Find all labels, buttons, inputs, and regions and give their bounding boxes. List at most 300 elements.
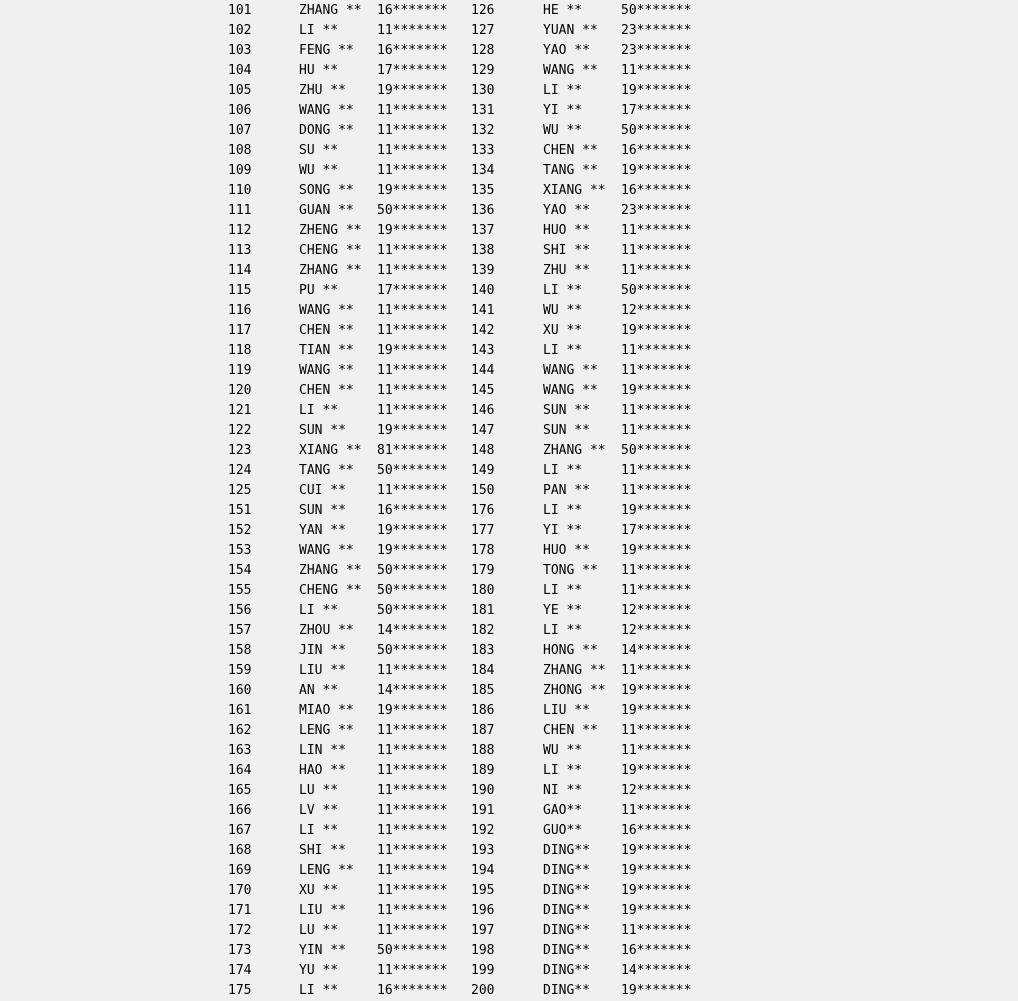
entry-id: 11******* bbox=[377, 863, 448, 878]
entry-id: 19******* bbox=[377, 343, 448, 358]
entry-id: 11******* bbox=[621, 743, 692, 758]
entry-number: 186 bbox=[471, 703, 495, 718]
entry-id: 11******* bbox=[621, 923, 692, 938]
list-row bbox=[0, 961, 1018, 981]
entry-name: SONG ** bbox=[299, 183, 354, 198]
list-row bbox=[0, 161, 1018, 181]
entry-number: 161 bbox=[228, 703, 252, 718]
entry-number: 187 bbox=[471, 723, 495, 738]
entry-id: 19******* bbox=[621, 683, 692, 698]
entry-number: 109 bbox=[228, 163, 252, 178]
entry-name: LI ** bbox=[299, 603, 339, 618]
entry-id: 16******* bbox=[377, 983, 448, 998]
entry-id: 11******* bbox=[377, 783, 448, 798]
entry-id: 11******* bbox=[621, 583, 692, 598]
list-row bbox=[0, 301, 1018, 321]
entry-number: 157 bbox=[228, 623, 252, 638]
entry-name: YAN ** bbox=[299, 523, 346, 538]
list-row bbox=[0, 481, 1018, 501]
entry-number: 117 bbox=[228, 323, 252, 338]
entry-id: 11******* bbox=[621, 343, 692, 358]
entry-number: 101 bbox=[228, 3, 252, 18]
entry-number: 146 bbox=[471, 403, 495, 418]
entry-name: LV ** bbox=[299, 803, 339, 818]
entry-id: 50******* bbox=[621, 123, 692, 138]
entry-number: 118 bbox=[228, 343, 252, 358]
entry-number: 160 bbox=[228, 683, 252, 698]
list-row bbox=[0, 661, 1018, 681]
entry-name: CHEN ** bbox=[299, 383, 354, 398]
entry-name: CUI ** bbox=[299, 483, 346, 498]
entry-name: DING** bbox=[543, 843, 590, 858]
entry-name: ZHOU ** bbox=[299, 623, 354, 638]
entry-number: 132 bbox=[471, 123, 495, 138]
entry-number: 178 bbox=[471, 543, 495, 558]
entry-id: 19******* bbox=[621, 703, 692, 718]
entry-name: ZHANG ** bbox=[299, 3, 362, 18]
entry-name: SUN ** bbox=[299, 503, 346, 518]
entry-id: 50******* bbox=[377, 563, 448, 578]
entry-number: 199 bbox=[471, 963, 495, 978]
list-row bbox=[0, 101, 1018, 121]
entry-id: 11******* bbox=[377, 123, 448, 138]
entry-id: 19******* bbox=[377, 703, 448, 718]
list-row bbox=[0, 841, 1018, 861]
list-row bbox=[0, 241, 1018, 261]
entry-name: YAO ** bbox=[543, 43, 590, 58]
entry-number: 173 bbox=[228, 943, 252, 958]
entry-name: ZHENG ** bbox=[299, 223, 362, 238]
entry-number: 150 bbox=[471, 483, 495, 498]
entry-number: 182 bbox=[471, 623, 495, 638]
list-row bbox=[0, 381, 1018, 401]
entry-name: WANG ** bbox=[543, 63, 598, 78]
entry-name: DING** bbox=[543, 883, 590, 898]
list-row bbox=[0, 621, 1018, 641]
entry-number: 149 bbox=[471, 463, 495, 478]
entry-name: XU ** bbox=[543, 323, 583, 338]
entry-number: 135 bbox=[471, 183, 495, 198]
entry-number: 200 bbox=[471, 983, 495, 998]
entry-number: 138 bbox=[471, 243, 495, 258]
list-row bbox=[0, 901, 1018, 921]
entry-name: WANG ** bbox=[299, 543, 354, 558]
list-row bbox=[0, 121, 1018, 141]
entry-number: 198 bbox=[471, 943, 495, 958]
entry-name: CHEN ** bbox=[543, 143, 598, 158]
entry-name: LU ** bbox=[299, 923, 339, 938]
list-row bbox=[0, 701, 1018, 721]
entry-id: 50******* bbox=[377, 643, 448, 658]
entry-id: 19******* bbox=[621, 903, 692, 918]
entry-id: 11******* bbox=[621, 483, 692, 498]
entry-number: 155 bbox=[228, 583, 252, 598]
entry-id: 12******* bbox=[621, 783, 692, 798]
entry-number: 190 bbox=[471, 783, 495, 798]
list-row bbox=[0, 421, 1018, 441]
list-row bbox=[0, 721, 1018, 741]
entry-id: 17******* bbox=[621, 523, 692, 538]
entry-name: SUN ** bbox=[543, 403, 590, 418]
list-row bbox=[0, 781, 1018, 801]
entry-id: 50******* bbox=[621, 283, 692, 298]
entry-id: 17******* bbox=[621, 103, 692, 118]
entry-number: 154 bbox=[228, 563, 252, 578]
entry-id: 11******* bbox=[377, 483, 448, 498]
entry-name: PAN ** bbox=[543, 483, 590, 498]
entry-name: HAO ** bbox=[299, 763, 346, 778]
entry-name: LIN ** bbox=[299, 743, 346, 758]
list-row bbox=[0, 521, 1018, 541]
entry-number: 151 bbox=[228, 503, 252, 518]
list-row bbox=[0, 61, 1018, 81]
entry-name: ZHANG ** bbox=[299, 263, 362, 278]
entry-name: TIAN ** bbox=[299, 343, 354, 358]
entry-id: 11******* bbox=[377, 243, 448, 258]
entry-name: LI ** bbox=[543, 83, 583, 98]
list-row bbox=[0, 581, 1018, 601]
entry-name: LI ** bbox=[543, 283, 583, 298]
entry-name: HE ** bbox=[543, 3, 583, 18]
entry-number: 167 bbox=[228, 823, 252, 838]
entry-name: YI ** bbox=[543, 523, 583, 538]
entry-number: 163 bbox=[228, 743, 252, 758]
entry-name: LI ** bbox=[543, 343, 583, 358]
entry-number: 111 bbox=[228, 203, 252, 218]
entry-name: SU ** bbox=[299, 143, 339, 158]
entry-number: 121 bbox=[228, 403, 252, 418]
entry-name: SUN ** bbox=[543, 423, 590, 438]
entry-name: ZHU ** bbox=[299, 83, 346, 98]
entry-number: 175 bbox=[228, 983, 252, 998]
entry-id: 19******* bbox=[621, 83, 692, 98]
entry-name: WANG ** bbox=[299, 103, 354, 118]
entry-number: 184 bbox=[471, 663, 495, 678]
entry-id: 19******* bbox=[377, 423, 448, 438]
entry-name: LI ** bbox=[299, 823, 339, 838]
entry-number: 145 bbox=[471, 383, 495, 398]
entry-number: 140 bbox=[471, 283, 495, 298]
entry-number: 142 bbox=[471, 323, 495, 338]
entry-name: XIANG ** bbox=[543, 183, 606, 198]
entry-number: 195 bbox=[471, 883, 495, 898]
entry-number: 104 bbox=[228, 63, 252, 78]
entry-name: WANG ** bbox=[543, 363, 598, 378]
entry-name: LI ** bbox=[543, 463, 583, 478]
entry-id: 11******* bbox=[377, 163, 448, 178]
entry-name: SHI ** bbox=[299, 843, 346, 858]
entry-name: TANG ** bbox=[299, 463, 354, 478]
entry-id: 19******* bbox=[621, 763, 692, 778]
list-row bbox=[0, 361, 1018, 381]
entry-name: YIN ** bbox=[299, 943, 346, 958]
entry-id: 19******* bbox=[621, 323, 692, 338]
entry-name: DING** bbox=[543, 963, 590, 978]
list-row bbox=[0, 641, 1018, 661]
entry-name: CHEN ** bbox=[543, 723, 598, 738]
entry-id: 50******* bbox=[621, 443, 692, 458]
entry-number: 133 bbox=[471, 143, 495, 158]
entry-id: 11******* bbox=[377, 403, 448, 418]
list-row bbox=[0, 141, 1018, 161]
entry-name: ZHU ** bbox=[543, 263, 590, 278]
entry-name: YE ** bbox=[543, 603, 583, 618]
entry-number: 179 bbox=[471, 563, 495, 578]
entry-id: 11******* bbox=[377, 823, 448, 838]
entry-id: 19******* bbox=[621, 843, 692, 858]
entry-id: 11******* bbox=[621, 363, 692, 378]
entry-id: 16******* bbox=[621, 823, 692, 838]
entry-name: LIU ** bbox=[543, 703, 590, 718]
entry-id: 11******* bbox=[621, 243, 692, 258]
entry-name: DING** bbox=[543, 863, 590, 878]
entry-number: 116 bbox=[228, 303, 252, 318]
entry-number: 183 bbox=[471, 643, 495, 658]
entry-name: GAO** bbox=[543, 803, 583, 818]
list-row bbox=[0, 321, 1018, 341]
list-row bbox=[0, 181, 1018, 201]
entry-name: HU ** bbox=[299, 63, 339, 78]
entry-name: WU ** bbox=[543, 743, 583, 758]
entry-number: 174 bbox=[228, 963, 252, 978]
entry-id: 11******* bbox=[621, 63, 692, 78]
entry-name: YUAN ** bbox=[543, 23, 598, 38]
entry-name: ZHANG ** bbox=[543, 663, 606, 678]
entry-number: 172 bbox=[228, 923, 252, 938]
entry-name: TANG ** bbox=[543, 163, 598, 178]
list-row bbox=[0, 921, 1018, 941]
entry-number: 102 bbox=[228, 23, 252, 38]
entry-id: 11******* bbox=[377, 383, 448, 398]
entry-id: 16******* bbox=[377, 43, 448, 58]
entry-id: 11******* bbox=[377, 103, 448, 118]
entry-number: 144 bbox=[471, 363, 495, 378]
list-row bbox=[0, 461, 1018, 481]
entry-name: DONG ** bbox=[299, 123, 354, 138]
entry-number: 143 bbox=[471, 343, 495, 358]
entry-name: GUAN ** bbox=[299, 203, 354, 218]
entry-id: 11******* bbox=[377, 763, 448, 778]
entry-number: 114 bbox=[228, 263, 252, 278]
entry-number: 181 bbox=[471, 603, 495, 618]
entry-id: 11******* bbox=[377, 303, 448, 318]
entry-name: HONG ** bbox=[543, 643, 598, 658]
entry-number: 188 bbox=[471, 743, 495, 758]
list-row bbox=[0, 861, 1018, 881]
entry-number: 103 bbox=[228, 43, 252, 58]
entry-number: 153 bbox=[228, 543, 252, 558]
list-row bbox=[0, 801, 1018, 821]
entry-id: 16******* bbox=[377, 503, 448, 518]
entry-id: 14******* bbox=[377, 623, 448, 638]
entry-name: PU ** bbox=[299, 283, 339, 298]
entry-name: NI ** bbox=[543, 783, 583, 798]
entry-name: LIU ** bbox=[299, 903, 346, 918]
entry-name: YAO ** bbox=[543, 203, 590, 218]
entry-number: 162 bbox=[228, 723, 252, 738]
entry-number: 110 bbox=[228, 183, 252, 198]
entry-name: LI ** bbox=[299, 983, 339, 998]
list-row bbox=[0, 821, 1018, 841]
entry-number: 166 bbox=[228, 803, 252, 818]
entry-id: 11******* bbox=[377, 723, 448, 738]
entry-number: 194 bbox=[471, 863, 495, 878]
entry-id: 11******* bbox=[377, 903, 448, 918]
entry-id: 14******* bbox=[621, 963, 692, 978]
entry-name: SHI ** bbox=[543, 243, 590, 258]
entry-number: 134 bbox=[471, 163, 495, 178]
entry-id: 14******* bbox=[377, 683, 448, 698]
entry-number: 113 bbox=[228, 243, 252, 258]
entry-id: 16******* bbox=[621, 143, 692, 158]
entry-id: 19******* bbox=[377, 183, 448, 198]
entry-name: LENG ** bbox=[299, 863, 354, 878]
list-row bbox=[0, 441, 1018, 461]
entry-number: 108 bbox=[228, 143, 252, 158]
entry-name: YI ** bbox=[543, 103, 583, 118]
entry-number: 189 bbox=[471, 763, 495, 778]
entry-name: LI ** bbox=[299, 23, 339, 38]
entry-id: 11******* bbox=[377, 363, 448, 378]
entry-id: 19******* bbox=[621, 163, 692, 178]
entry-name: WANG ** bbox=[299, 303, 354, 318]
entry-id: 19******* bbox=[621, 863, 692, 878]
entry-name: WU ** bbox=[543, 303, 583, 318]
entry-id: 11******* bbox=[621, 803, 692, 818]
entry-id: 50******* bbox=[377, 203, 448, 218]
entry-id: 11******* bbox=[621, 663, 692, 678]
entry-name: CHEN ** bbox=[299, 323, 354, 338]
entry-number: 128 bbox=[471, 43, 495, 58]
entry-name: TONG ** bbox=[543, 563, 598, 578]
list-row bbox=[0, 201, 1018, 221]
entry-name: SUN ** bbox=[299, 423, 346, 438]
entry-id: 11******* bbox=[621, 263, 692, 278]
list-row bbox=[0, 41, 1018, 61]
entry-name: XIANG ** bbox=[299, 443, 362, 458]
entry-id: 11******* bbox=[377, 923, 448, 938]
entry-id: 11******* bbox=[621, 403, 692, 418]
entry-number: 119 bbox=[228, 363, 252, 378]
entry-id: 11******* bbox=[621, 723, 692, 738]
entry-name: DING** bbox=[543, 903, 590, 918]
entry-id: 19******* bbox=[621, 883, 692, 898]
entry-id: 11******* bbox=[377, 843, 448, 858]
entry-name: ZHANG ** bbox=[543, 443, 606, 458]
entry-number: 107 bbox=[228, 123, 252, 138]
list-row bbox=[0, 81, 1018, 101]
list-row bbox=[0, 741, 1018, 761]
entry-id: 11******* bbox=[377, 263, 448, 278]
entry-number: 124 bbox=[228, 463, 252, 478]
entry-number: 180 bbox=[471, 583, 495, 598]
entry-id: 11******* bbox=[377, 663, 448, 678]
entry-number: 112 bbox=[228, 223, 252, 238]
entry-name: DING** bbox=[543, 983, 590, 998]
entry-name: AN ** bbox=[299, 683, 339, 698]
entry-id: 50******* bbox=[621, 3, 692, 18]
entry-id: 50******* bbox=[377, 583, 448, 598]
list-row bbox=[0, 681, 1018, 701]
entry-name: CHENG ** bbox=[299, 583, 362, 598]
list-row bbox=[0, 261, 1018, 281]
entry-number: 120 bbox=[228, 383, 252, 398]
entry-id: 19******* bbox=[377, 223, 448, 238]
entry-number: 158 bbox=[228, 643, 252, 658]
entry-number: 122 bbox=[228, 423, 252, 438]
entry-id: 11******* bbox=[377, 143, 448, 158]
list-row bbox=[0, 501, 1018, 521]
entry-number: 115 bbox=[228, 283, 252, 298]
entry-number: 125 bbox=[228, 483, 252, 498]
entry-name: JIN ** bbox=[299, 643, 346, 658]
entry-id: 17******* bbox=[377, 283, 448, 298]
entry-number: 169 bbox=[228, 863, 252, 878]
entry-number: 165 bbox=[228, 783, 252, 798]
entry-name: LI ** bbox=[543, 583, 583, 598]
entry-number: 159 bbox=[228, 663, 252, 678]
entry-id: 12******* bbox=[621, 603, 692, 618]
entry-id: 11******* bbox=[377, 803, 448, 818]
entry-name: GUO** bbox=[543, 823, 583, 838]
entry-name: LI ** bbox=[543, 623, 583, 638]
entry-id: 19******* bbox=[621, 503, 692, 518]
list-row bbox=[0, 221, 1018, 241]
entry-id: 19******* bbox=[377, 523, 448, 538]
entry-id: 17******* bbox=[377, 63, 448, 78]
entry-name: FENG ** bbox=[299, 43, 354, 58]
list-row bbox=[0, 401, 1018, 421]
entry-name: LI ** bbox=[543, 503, 583, 518]
entry-number: 177 bbox=[471, 523, 495, 538]
entry-number: 136 bbox=[471, 203, 495, 218]
entry-id: 19******* bbox=[621, 983, 692, 998]
entry-name: CHENG ** bbox=[299, 243, 362, 258]
entry-id: 50******* bbox=[377, 943, 448, 958]
entry-number: 105 bbox=[228, 83, 252, 98]
entry-number: 164 bbox=[228, 763, 252, 778]
entry-number: 147 bbox=[471, 423, 495, 438]
entry-id: 23******* bbox=[621, 23, 692, 38]
entry-number: 141 bbox=[471, 303, 495, 318]
entry-name: WANG ** bbox=[299, 363, 354, 378]
entry-name: LI ** bbox=[299, 403, 339, 418]
entry-number: 129 bbox=[471, 63, 495, 78]
entry-name: DING** bbox=[543, 923, 590, 938]
list-row bbox=[0, 341, 1018, 361]
entry-number: 168 bbox=[228, 843, 252, 858]
entry-id: 19******* bbox=[377, 543, 448, 558]
list-row bbox=[0, 561, 1018, 581]
list-row bbox=[0, 601, 1018, 621]
entry-name: LU ** bbox=[299, 783, 339, 798]
entry-id: 19******* bbox=[621, 383, 692, 398]
entry-id: 16******* bbox=[377, 3, 448, 18]
entry-id: 11******* bbox=[621, 223, 692, 238]
entry-id: 19******* bbox=[621, 543, 692, 558]
entry-name: WANG ** bbox=[543, 383, 598, 398]
entry-number: 137 bbox=[471, 223, 495, 238]
entry-number: 192 bbox=[471, 823, 495, 838]
entry-id: 23******* bbox=[621, 203, 692, 218]
entry-name: LI ** bbox=[543, 763, 583, 778]
entry-id: 11******* bbox=[621, 563, 692, 578]
entry-id: 23******* bbox=[621, 43, 692, 58]
entry-number: 148 bbox=[471, 443, 495, 458]
entry-name: WU ** bbox=[299, 163, 339, 178]
list-row bbox=[0, 281, 1018, 301]
entry-name: YU ** bbox=[299, 963, 339, 978]
